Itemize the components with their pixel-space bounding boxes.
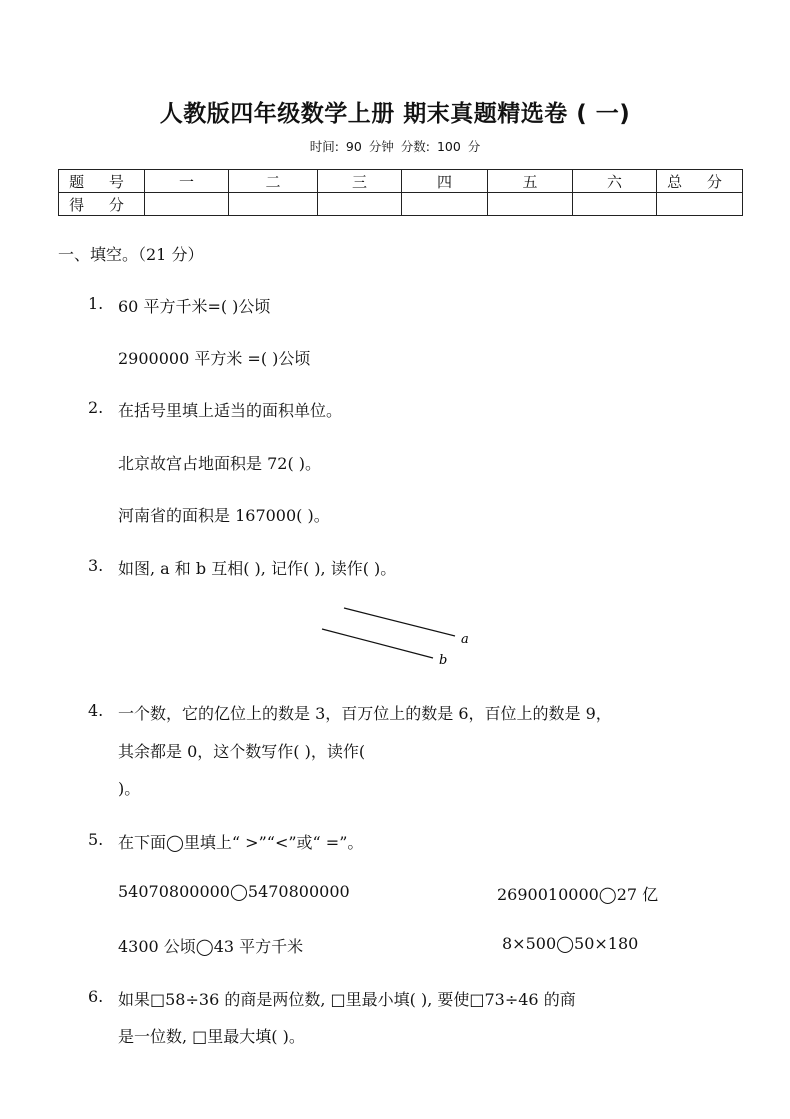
q5-compare-a: 54070800000◯5470800000 (118, 882, 350, 901)
score-cell[interactable] (657, 193, 743, 216)
score-cell[interactable] (488, 193, 573, 216)
exam-info: 时间: 90 分钟 分数: 100 分 (309, 139, 481, 154)
q1-line-2: 2900000 平方米 =( )公顷 (118, 349, 311, 368)
label-a: a (461, 632, 469, 647)
q4-line-2: 其余都是 0，这个数写作( )，读作( (118, 742, 366, 761)
line-a (344, 608, 455, 636)
q2-line-3: 河南省的面积是 167000( )。 (118, 506, 330, 525)
q6-number: 6. (88, 987, 104, 1006)
score-cell[interactable] (145, 193, 229, 216)
q4-line-1: 一个数，它的亿位上的数是 3，百万位上的数是 6，百位上的数是 9， (118, 704, 612, 723)
score-table (58, 169, 743, 216)
q4-line-3: )。 (118, 779, 141, 798)
q5-number: 5. (88, 830, 104, 849)
q1-line-1: 60 平方千米=( )公顷 (118, 297, 271, 316)
score-cell[interactable] (318, 193, 402, 216)
q2-line-2: 北京故宫占地面积是 72( )。 (118, 454, 322, 473)
q6-line-2: 是一位数, □里最大填( )。 (118, 1027, 305, 1046)
section-1-title: 一、填空。（21 分） (58, 245, 204, 264)
header-cell: 总 分 (657, 170, 743, 193)
parallel-lines-figure (315, 600, 485, 670)
score-table-header-row (59, 170, 743, 193)
header-cell: 题 号 (59, 170, 145, 193)
q3-number: 3. (88, 556, 104, 575)
header-cell: 一 (145, 170, 229, 193)
q4-number: 4. (88, 701, 104, 720)
q5-compare-b: 2690010000◯27 亿 (497, 885, 659, 904)
q2-number: 2. (88, 398, 104, 417)
q5-compare-c: 4300 公顷◯43 平方千米 (118, 937, 304, 956)
header-cell: 六 (573, 170, 657, 193)
line-b (322, 629, 433, 658)
score-cell[interactable] (573, 193, 657, 216)
score-cell[interactable] (229, 193, 318, 216)
label-b: b (439, 653, 448, 668)
q5-compare-d: 8×500◯50×180 (502, 934, 639, 953)
q2-line-1: 在括号里填上适当的面积单位。 (118, 401, 343, 420)
q1-number: 1. (88, 294, 104, 313)
score-table-score-row (59, 193, 743, 216)
row-label-cell: 得 分 (59, 193, 145, 216)
q3-line-1: 如图, a 和 b 互相( ), 记作( ), 读作( )。 (118, 559, 397, 578)
header-cell: 三 (318, 170, 402, 193)
q5-line-1: 在下面◯里填上“ >”“<”或“ =”。 (118, 833, 364, 852)
q6-line-1: 如果□58÷36 的商是两位数, □里最小填( ), 要使□73÷46 的商 (118, 990, 576, 1009)
header-cell: 五 (488, 170, 573, 193)
page-title: 人教版四年级数学上册 期末真题精选卷 ( 一) (159, 101, 631, 127)
header-cell: 四 (402, 170, 488, 193)
score-cell[interactable] (402, 193, 488, 216)
header-cell: 二 (229, 170, 318, 193)
